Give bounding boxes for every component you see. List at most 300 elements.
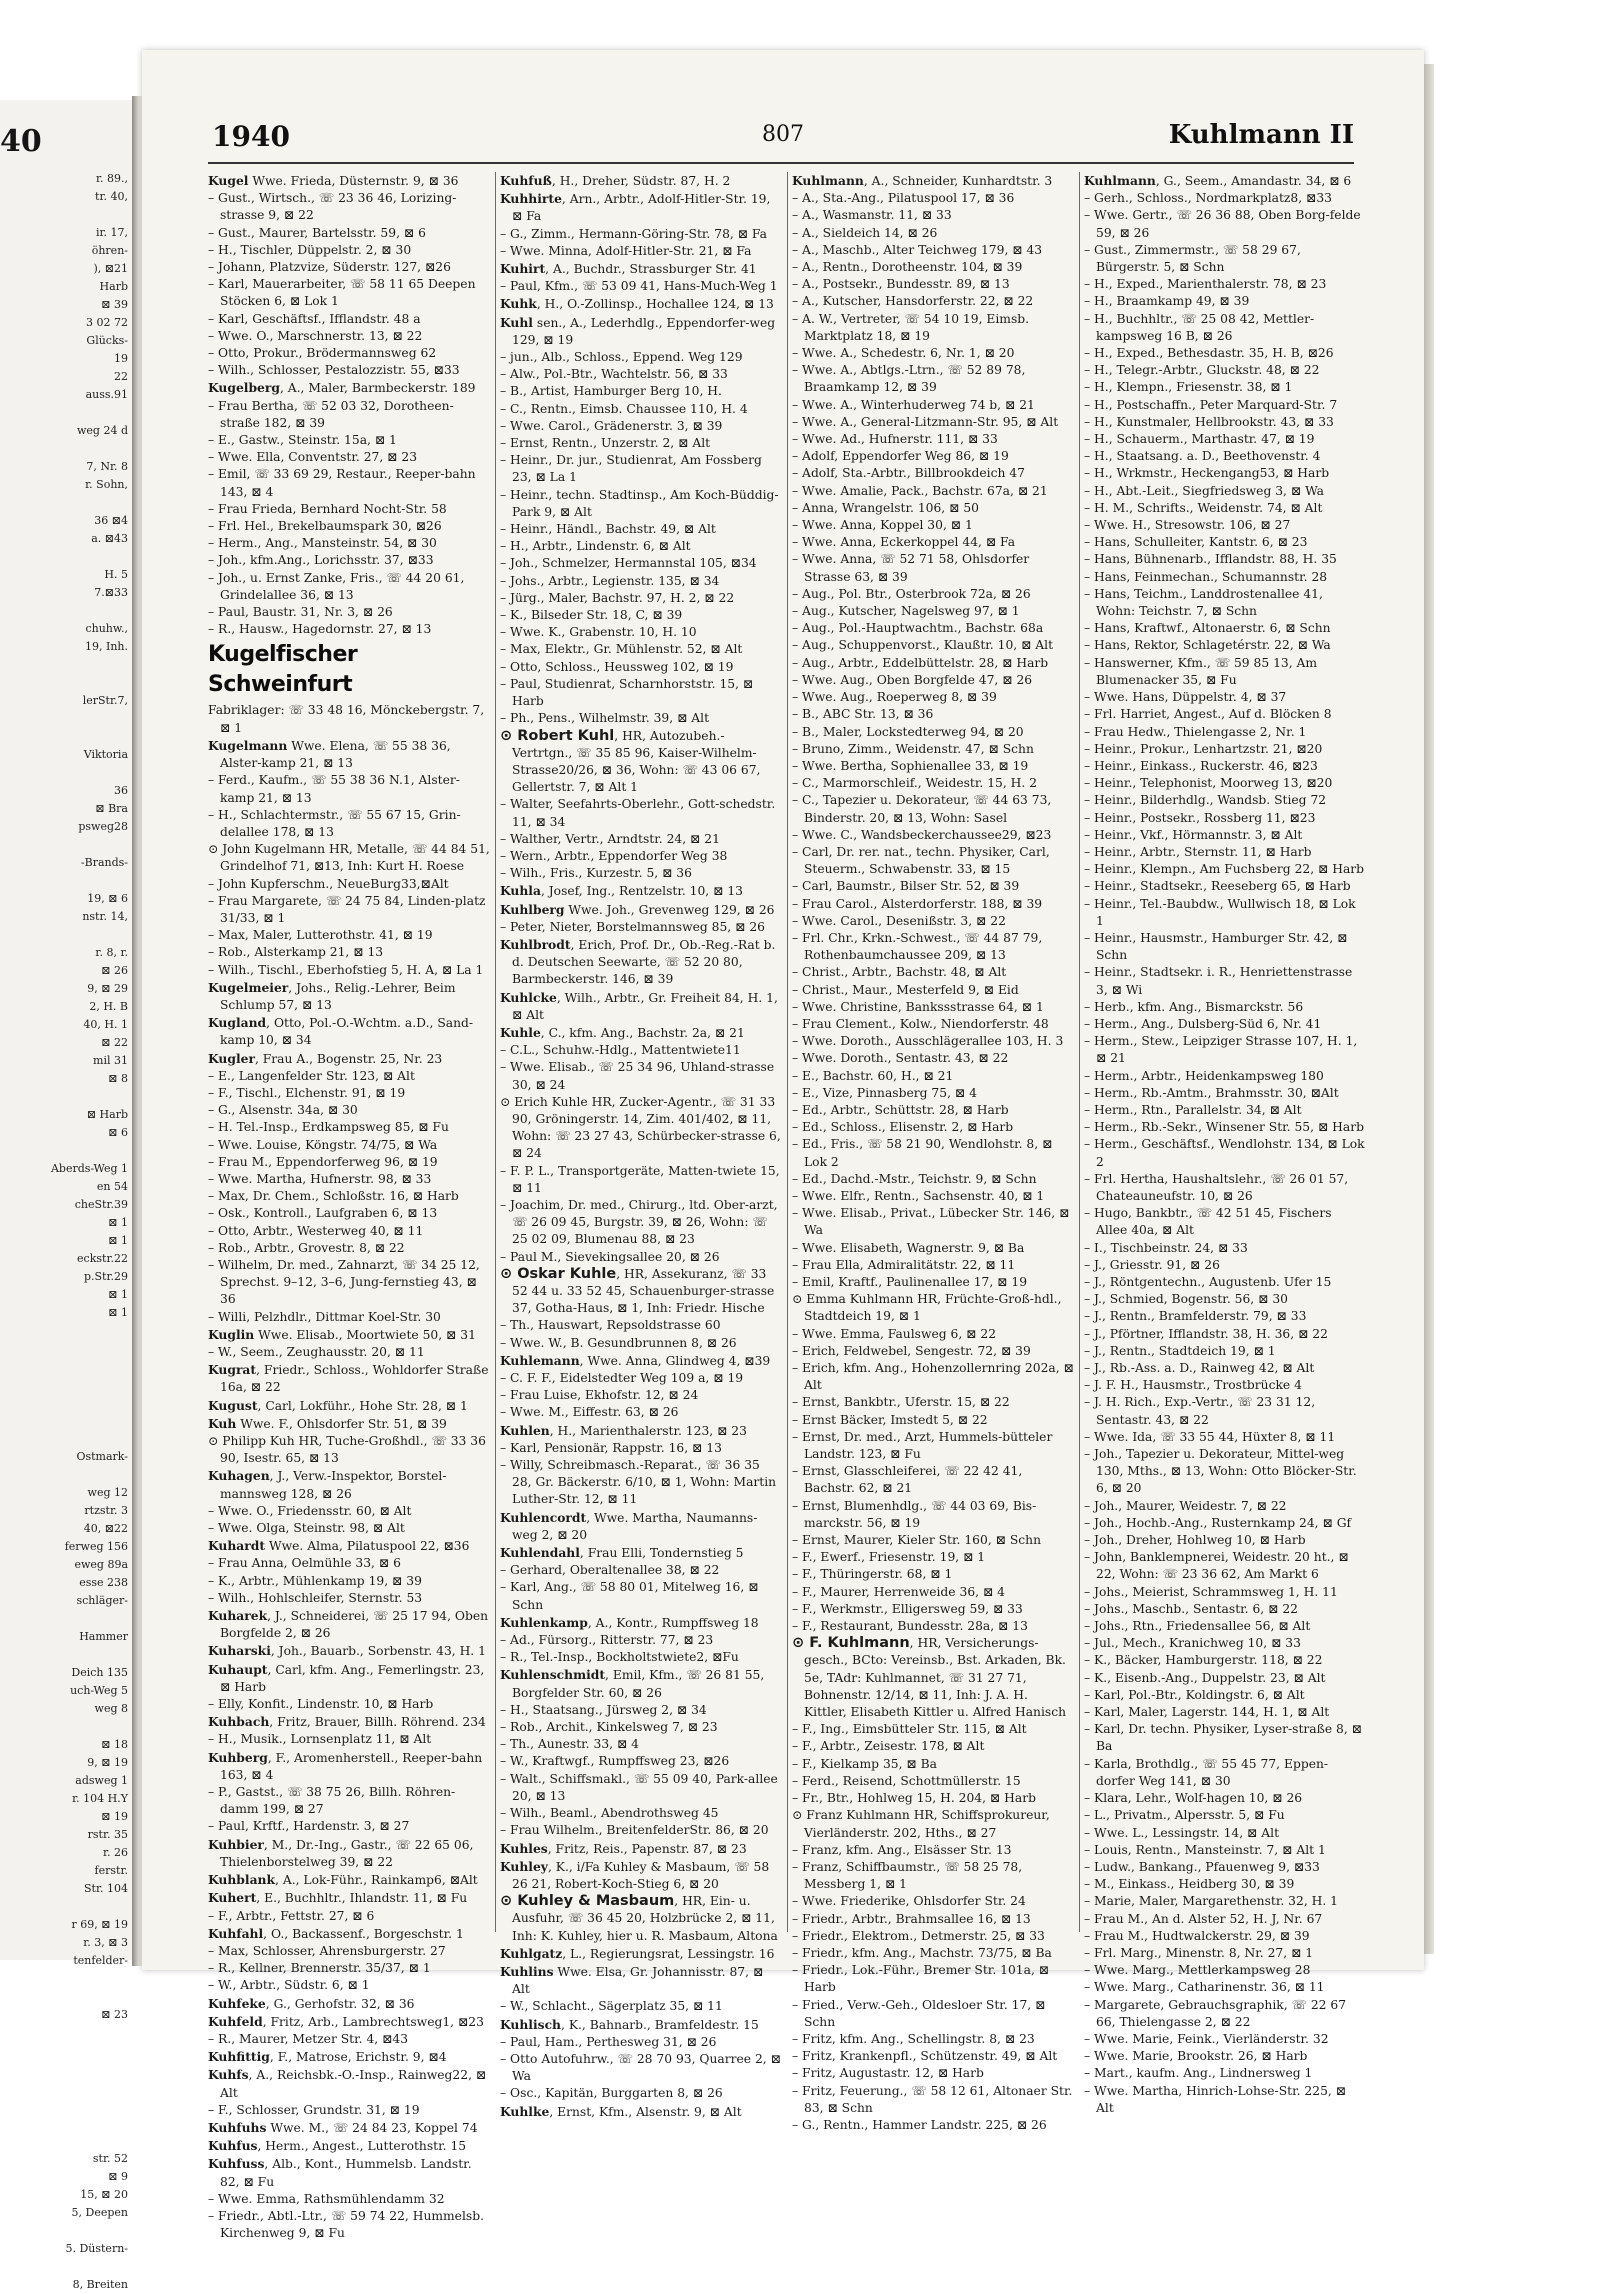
entry-text: – Herm., Geschäftsf., Wendlohstr. 134, ⊠ Lok 2 xyxy=(1084,1137,1365,1169)
entry-text: – Paul, Ham., Perthesweg 31, ⊠ 26 xyxy=(500,2034,717,2049)
directory-entry xyxy=(500,1197,782,1249)
directory-entry xyxy=(792,1566,1074,1583)
entry-surname: Kugelmeier xyxy=(208,979,289,995)
entry-text: Fabriklager: ☏ 33 48 16, Mönckebergstr. 7, ⊠ 1 xyxy=(208,703,485,735)
directory-entry xyxy=(500,1317,782,1334)
directory-entry xyxy=(1084,689,1366,706)
entry-text: – Herm., Rb.-Sekr., Winsener Str. 55, ⊠ Harb xyxy=(1084,1120,1364,1135)
entry-text: – F., Thüringerstr. 68, ⊠ 1 xyxy=(792,1567,953,1582)
directory-entry xyxy=(792,431,1074,448)
previous-page-line: cheStr.39 xyxy=(74,1198,128,1211)
entry-text: – Ludw., Bankang., Pfauenweg 9, ⊠33 xyxy=(1084,1859,1320,1874)
entry-text: , Herm., Angest., Lutterothstr. 15 xyxy=(257,2139,467,2154)
directory-entry xyxy=(208,2048,490,2066)
entry-text: – Karl, Ang., ☏ 58 80 01, Mitelweg 16, ⊠ Schn xyxy=(500,1580,759,1612)
directory-entry xyxy=(208,807,490,841)
entry-text: sen., A., Lederhdlg., Eppendorfer-weg 129, ⊠ 19 xyxy=(512,315,776,347)
previous-page-line xyxy=(0,2222,128,2240)
directory-entry xyxy=(500,573,782,590)
previous-page-line: 5, Deepen xyxy=(71,2206,128,2219)
entry-text: – M., Einkass., Heidberg 30, ⊠ 39 xyxy=(1084,1877,1295,1892)
directory-entry xyxy=(208,1537,490,1555)
entry-text: – Gust., Zimmermstr., ☏ 58 29 67, Bürgerstr. 5, ⊠ Schn xyxy=(1084,242,1301,275)
directory-entry xyxy=(1084,1326,1366,1343)
entry-text: – Wwe. Elisabeth, Wagnerstr. 9, ⊠ Ba xyxy=(792,1240,1025,1255)
entry-text: – Karla, Brothdlg., ☏ 55 45 77, Eppen-dorfer Weg 141, ⊠ 30 xyxy=(1084,1756,1329,1788)
entry-text: , G., Gerhofstr. 32, ⊠ 36 xyxy=(265,1996,415,2011)
entry-surname: Kuhlins xyxy=(500,1963,554,1979)
entry-text: – Wwe. O., Friedensstr. 60, ⊠ Alt xyxy=(208,1503,412,1518)
directory-columns xyxy=(208,172,1365,2241)
directory-entry xyxy=(1084,1308,1366,1325)
previous-page-line xyxy=(0,1898,128,1916)
previous-page-line: ⊠ 9 xyxy=(108,2170,128,2183)
entry-text: – Wwe. Louise, Köngstr. 74/75, ⊠ Wa xyxy=(208,1137,438,1152)
entry-text: – Wwe. Carol., Grädenerstr. 3, ⊠ 39 xyxy=(500,418,723,433)
entry-text: , E., Buchhltr., Ihlandstr. 11, ⊠ Fu xyxy=(256,1891,468,1906)
directory-entry xyxy=(500,710,782,727)
entry-surname: Kuhaupt xyxy=(208,1661,268,1677)
directory-entry xyxy=(500,1632,782,1649)
entry-text: – Heinr., Postsekr., Rossberg 11, ⊠23 xyxy=(1084,810,1316,825)
entry-text: – Gust., Wirtsch., ☏ 23 36 46, Lorizing-strasse 9, ⊠ 22 xyxy=(208,191,457,223)
entry-surname: Kuhl xyxy=(500,314,533,330)
entry-text: , C., kfm. Ang., Bachstr. 2a, ⊠ 21 xyxy=(540,1025,745,1040)
entry-text: – Otto Autofuhrw., ☏ 28 70 93, Quarree 2, ⊠ Wa xyxy=(500,2051,781,2084)
previous-page-line: a. ⊠43 xyxy=(91,532,128,545)
column-2 xyxy=(500,172,782,2119)
entry-text: – Johann, Platzvize, Süderstr. 127, ⊠26 xyxy=(208,260,451,275)
previous-page-line: r. Sohn, xyxy=(85,478,128,491)
entry-text: – J. F. H., Hausmstr., Trostbrücke 4 xyxy=(1084,1378,1302,1393)
directory-entry xyxy=(792,2048,1074,2065)
entry-text: – Johs., Meierist, Schrammsweg 1, H. 11 xyxy=(1084,1584,1338,1599)
entry-text: – Wwe. L., Lessingstr. 14, ⊠ Alt xyxy=(1084,1825,1280,1840)
entry-text: – Ernst, Glasschleiferei, ☏ 22 42 41, Bachstr. 62, ⊠ 21 xyxy=(792,1464,1023,1496)
directory-entry xyxy=(792,1050,1074,1067)
directory-entry xyxy=(792,1842,1074,1859)
directory-entry xyxy=(500,1805,782,1822)
entry-text: – H., Klempn., Friesenstr. 38, ⊠ 1 xyxy=(1084,380,1293,395)
entry-text: – C. F. F., Eidelstedter Weg 109 a, ⊠ 19 xyxy=(500,1371,744,1386)
directory-entry xyxy=(208,1503,490,1520)
directory-entry xyxy=(500,383,782,400)
entry-surname: Kuhfuhs xyxy=(208,2119,267,2135)
previous-page-line xyxy=(0,872,128,890)
directory-entry xyxy=(792,207,1074,224)
directory-entry xyxy=(1084,1756,1366,1790)
directory-entry xyxy=(208,927,490,944)
entry-text: , Fritz, Brauer, Billh. Röhrend. 234 xyxy=(269,1715,486,1730)
directory-entry xyxy=(208,1137,490,1154)
entry-surname: Kuhley xyxy=(500,1858,548,1874)
previous-page-line: Aberds-Weg 1 xyxy=(50,1162,128,1175)
previous-page-line: r 69, ⊠ 19 xyxy=(71,1918,128,1931)
entry-text: , K., i/Fa Kuhley & Masbaum, ☏ 58 26 21, Robert-Koch-Stieg 6, ⊠ 20 xyxy=(512,1859,770,1891)
entry-text: – Wwe. K., Grabenstr. 10, H. 10 xyxy=(500,625,697,640)
directory-entry xyxy=(500,2103,782,2121)
entry-text: – Friedr., Abtl.-Ltr., ☏ 59 74 22, Hummelsb. Kirchenweg 9, ⊠ Fu xyxy=(208,2208,484,2241)
entry-text: – Max, Schlosser, Ahrensburgerstr. 27 xyxy=(208,1943,446,1958)
directory-entry xyxy=(792,276,1074,293)
previous-page-line: lerStr.7, xyxy=(82,694,128,707)
directory-entry xyxy=(792,1807,1074,1841)
entry-surname: Kuhardt xyxy=(208,1538,266,1554)
entry-text: – A., Wasmanstr. 11, ⊠ 33 xyxy=(792,208,952,223)
page-number: 807 xyxy=(762,122,804,147)
entry-text: , Erich, Prof. Dr., Ob.-Reg.-Rat b. d. Deutschen Seewarte, ☏ 52 20 80, Barmbeckerstr. 146, ⊠ 39 xyxy=(512,937,776,987)
entry-surname: Kuhlbrodt xyxy=(500,936,571,952)
entry-text: – F., Tischl., Elchenstr. 91, ⊠ 19 xyxy=(208,1085,406,1100)
previous-page-line: ⊠ 39 xyxy=(101,298,128,311)
entry-text: – L., Privatm., Alpersstr. 5, ⊠ Fu xyxy=(1084,1808,1285,1823)
directory-entry xyxy=(792,1429,1074,1463)
directory-entry xyxy=(500,366,782,383)
directory-entry xyxy=(208,1085,490,1102)
entry-text: – Frl. Marg., Minenstr. 8, Nr. 27, ⊠ 1 xyxy=(1084,1945,1314,1960)
entry-text: – Wilh., Fris., Kurzestr. 5, ⊠ 36 xyxy=(500,866,692,881)
entry-text: – Joh., u. Ernst Zanke, Fris., ☏ 44 20 61, Grindelallee 36, ⊠ 13 xyxy=(208,570,465,602)
previous-page-line: 2, H. B xyxy=(89,1000,128,1013)
directory-entry xyxy=(1084,637,1366,654)
directory-entry xyxy=(792,362,1074,396)
entry-text: – Ferd., Reisend, Schottmüllerstr. 15 xyxy=(792,1773,1021,1788)
entry-surname: Kuhirt xyxy=(500,261,546,277)
entry-text: – Emil, ☏ 33 69 29, Restaur., Reeper-bahn 143, ⊠ 4 xyxy=(208,467,476,499)
entry-text: – E., Gastw., Steinstr. 15a, ⊠ 1 xyxy=(208,433,397,448)
directory-entry xyxy=(792,1738,1074,1755)
entry-text: – John Kupferschm., NeueBurg33,⊠Alt xyxy=(208,876,449,891)
directory-entry xyxy=(500,2085,782,2102)
directory-entry xyxy=(792,1549,1074,1566)
directory-entry xyxy=(208,1555,490,1572)
previous-page-strip xyxy=(0,100,134,2291)
previous-page-line xyxy=(0,440,128,458)
entry-text: , J., Schneiderei, ☏ 25 17 94, Oben Borgfelde 2, ⊠ 26 xyxy=(220,1609,489,1641)
directory-entry xyxy=(500,1042,782,1059)
previous-page-line: r. 3, ⊠ 3 xyxy=(83,1936,128,1949)
directory-entry xyxy=(792,1102,1074,1119)
directory-entry xyxy=(1084,1068,1366,1085)
previous-page-line xyxy=(0,926,128,944)
previous-page-line xyxy=(0,1376,128,1394)
entry-text: – John, Banklempnerei, Weidestr. 20 ht., ⊠ 22, Wohn: ☏ 23 36 62, Am Markt 6 xyxy=(1084,1550,1349,1582)
entry-text: – H., Schlachtermstr., ☏ 55 67 15, Grin-delallee 178, ⊠ 13 xyxy=(208,807,461,839)
entry-text: – H., Postschaffn., Peter Marquard-Str. 7 xyxy=(1084,397,1338,412)
directory-entry xyxy=(792,1773,1074,1790)
directory-entry xyxy=(1084,2065,1366,2082)
entry-text: – A., Maschb., Alter Teichweg 179, ⊠ 43 xyxy=(792,242,1043,257)
entry-text: – Hans, Bühnenarb., Ifflandstr. 88, H. 35 xyxy=(1084,552,1337,567)
directory-entry xyxy=(792,1532,1074,1549)
directory-entry xyxy=(1084,1033,1366,1067)
entry-text: – A., Kutscher, Hansdorferstr. 22, ⊠ 22 xyxy=(792,294,1034,309)
previous-page-line: 15, ⊠ 20 xyxy=(80,2188,128,2201)
entry-text: – E., Vize, Pinnasberg 75, ⊠ 4 xyxy=(792,1085,977,1100)
directory-entry xyxy=(500,435,782,452)
entry-text: – Heinr., Klempn., Am Fuchsberg 22, ⊠ Harb xyxy=(1084,862,1365,877)
entry-surname: Kuhblank xyxy=(208,1872,275,1888)
previous-page-line xyxy=(0,1970,128,1988)
previous-page-line: ⊠ 8 xyxy=(108,1072,128,1085)
directory-entry xyxy=(792,172,1074,190)
entry-text: , Carl, kfm. Ang., Femerlingstr. 23, ⊠ Harb xyxy=(220,1662,485,1694)
directory-entry xyxy=(500,295,782,313)
directory-entry xyxy=(500,676,782,710)
directory-entry xyxy=(500,728,782,797)
entry-text: – Ferd., Kaufm., ☏ 55 38 36 N.1, Alster-kamp 21, ⊠ 13 xyxy=(208,773,460,805)
directory-entry xyxy=(792,844,1074,878)
entry-text: – Wwe. Elisab., Privat., Lübecker Str. 146, ⊠ Wa xyxy=(792,1206,1070,1238)
directory-entry xyxy=(208,979,490,1014)
directory-entry xyxy=(500,1945,782,1963)
directory-entry xyxy=(792,1016,1074,1033)
directory-entry xyxy=(1084,792,1366,809)
entry-text: – Wwe. Bertha, Sophienallee 33, ⊠ 19 xyxy=(792,758,1029,773)
entry-text: , Ernst, Kfm., Alsenstr. 9, ⊠ Alt xyxy=(549,2104,742,2119)
directory-entry xyxy=(208,1995,490,2013)
directory-entry xyxy=(792,414,1074,431)
entry-text: – J., Rentn., Stadtdeich 19, ⊠ 1 xyxy=(1084,1343,1276,1358)
entry-text: ⊙ Franz Kuhlmann HR, Schiffsprokureur, Vierländerstr. 202, Hths., ⊠ 27 xyxy=(792,1808,1050,1840)
entry-text: – Wwe. Marie, Brookstr. 26, ⊠ Harb xyxy=(1084,2049,1308,2064)
entry-text: – Gerh., Schloss., Nordmarkplatz8, ⊠33 xyxy=(1084,191,1332,206)
previous-page-line: Str. 104 xyxy=(84,1882,128,1895)
directory-entry xyxy=(792,242,1074,259)
header-rule xyxy=(208,162,1354,164)
previous-page-line: tr. 40, xyxy=(95,190,128,203)
directory-entry xyxy=(500,1249,782,1266)
directory-entry xyxy=(208,1257,490,1309)
directory-entry xyxy=(500,1335,782,1352)
entry-text: – Hanswerner, Kfm., ☏ 59 85 13, Am Blumenacker 35, ⊠ Fu xyxy=(1084,655,1318,687)
directory-entry xyxy=(792,190,1074,207)
directory-entry xyxy=(1084,999,1366,1016)
entry-text: , Carl, Lokführ., Hohe Str. 28, ⊠ 1 xyxy=(257,1398,468,1413)
directory-entry xyxy=(500,1736,782,1753)
directory-entry xyxy=(1084,1928,1366,1945)
directory-entry xyxy=(208,2137,490,2155)
directory-entry xyxy=(1084,1498,1366,1515)
entry-text: – C., Rentn., Eimsb. Chaussee 110, H. 4 xyxy=(500,401,748,416)
directory-entry xyxy=(208,1188,490,1205)
entry-surname: Kuhfuss xyxy=(208,2156,265,2172)
entry-text: – J., Pförtner, Ifflandstr. 38, H. 36, ⊠ 22 xyxy=(1084,1326,1328,1341)
previous-page-line xyxy=(0,548,128,566)
previous-page-line xyxy=(0,710,128,728)
directory-entry xyxy=(500,1544,782,1562)
entry-text: – Wwe. Friederike, Ohlsdorfer Str. 24 xyxy=(792,1894,1026,1909)
previous-page-line: Ostmark- xyxy=(76,1450,128,1463)
directory-entry xyxy=(1084,276,1366,293)
directory-entry xyxy=(500,487,782,521)
directory-entry xyxy=(1084,1859,1366,1876)
entry-text: – F., Kielkamp 35, ⊠ Ba xyxy=(792,1756,937,1771)
directory-entry xyxy=(208,1784,490,1818)
directory-entry xyxy=(1084,1670,1366,1687)
previous-page-line xyxy=(0,1142,128,1160)
directory-entry xyxy=(208,1433,490,1467)
directory-entry xyxy=(792,397,1074,414)
entry-text: – Friedr., Lok.-Führ., Bremer Str. 101a, ⊠ Harb xyxy=(792,1963,1050,1995)
entry-text: – H., Musik., Lornsenplatz 11, ⊠ Alt xyxy=(208,1732,432,1747)
directory-entry xyxy=(1084,1377,1366,1394)
entry-text: , Fritz, Reis., Papenstr. 87, ⊠ 23 xyxy=(547,1841,747,1856)
entry-text: – Fried., Verw.-Geh., Oldesloer Str. 17, ⊠ Schn xyxy=(792,1997,1046,2029)
directory-entry xyxy=(1084,362,1366,379)
entry-surname: Kuhlcke xyxy=(500,989,557,1005)
previous-page-line xyxy=(0,494,128,512)
directory-entry xyxy=(500,848,782,865)
previous-page-line: 40, H. 1 xyxy=(83,1018,128,1031)
directory-entry xyxy=(208,2119,490,2137)
directory-entry xyxy=(1084,1635,1366,1652)
previous-page-line: ⊠ 1 xyxy=(108,1234,128,1247)
previous-page-line: mil 31 xyxy=(93,1054,128,1067)
entry-text: – Fritz, Feuerung., ☏ 58 12 61, Altonaer Str. 83, ⊠ Schn xyxy=(792,2083,1073,2115)
entry-text: – Joh., Tapezier u. Dekorateur, Mittel-weg 130, Mths., ⊠ 13, Wohn: Otto Blöcker-Str. 6, ⊠ 20 xyxy=(1084,1447,1357,1496)
entry-text: , J., Verw.-Inspektor, Borstel-mannsweg 128, ⊠ 26 xyxy=(220,1469,447,1501)
entry-surname: Kuhlke xyxy=(500,2103,550,2119)
entry-surname: Kuhlberg xyxy=(500,901,565,917)
directory-entry xyxy=(792,1463,1074,1497)
directory-entry xyxy=(500,226,782,243)
previous-page-line xyxy=(0,602,128,620)
previous-page-line xyxy=(0,1646,128,1664)
previous-page-line: 22 xyxy=(114,370,128,383)
directory-entry xyxy=(500,1998,782,2015)
entry-text: – K., Bäcker, Hamburgerstr. 118, ⊠ 22 xyxy=(1084,1653,1323,1668)
entry-firm-name: ⊙ Kuhley & Masbaum xyxy=(500,1893,675,1910)
entry-text: – Gerhard, Oberaltenallee 38, ⊠ 22 xyxy=(500,1563,720,1578)
directory-entry xyxy=(1084,1360,1366,1377)
entry-text: – Frau Bertha, ☏ 52 03 32, Dorotheen-straße 182, ⊠ 39 xyxy=(208,398,454,430)
entry-text: – Herm., Arbtr., Heidenkampsweg 180 xyxy=(1084,1068,1324,1083)
directory-entry xyxy=(208,2191,490,2208)
directory-entry xyxy=(500,882,782,900)
directory-entry xyxy=(500,1771,782,1805)
entry-text: – Ernst, Maurer, Kieler Str. 160, ⊠ Schn xyxy=(792,1533,1041,1548)
directory-entry xyxy=(208,432,490,449)
previous-page-line: eckstr.22 xyxy=(77,1252,128,1265)
entry-text: – R., Tel.-Insp., Bockholtstwiete2, ⊠Fu xyxy=(500,1650,739,1665)
entry-surname: Kuhagen xyxy=(208,1468,270,1484)
directory-entry xyxy=(792,1291,1074,1325)
directory-entry xyxy=(1084,414,1366,431)
entry-text: – jun., Alb., Schloss., Eppend. Weg 129 xyxy=(500,350,743,365)
entry-surname: Kugelmann xyxy=(208,737,288,753)
directory-entry xyxy=(208,876,490,893)
entry-text: – Karl, Mauerarbeiter, ☏ 58 11 65 Deepen Stöcken 6, ⊠ Lok 1 xyxy=(208,277,476,309)
entry-text: – Wilh., Tischl., Eberhofstieg 5, H. A, ⊠ La 1 xyxy=(208,962,484,977)
directory-entry xyxy=(208,1415,490,1433)
column-divider xyxy=(787,172,788,1932)
directory-entry xyxy=(792,982,1074,999)
entry-text: – Wwe. Anna, ☏ 52 71 58, Ohlsdorfer Strasse 63, ⊠ 39 xyxy=(792,552,1030,584)
entry-text: – Joh., Dreher, Hohlweg 10, ⊠ Harb xyxy=(1084,1533,1306,1548)
entry-text: – Th., Hauswart, Repsoldstrasse 60 xyxy=(500,1318,721,1333)
previous-page-header: 40 xyxy=(0,124,42,159)
previous-page-line: ferstr. xyxy=(94,1864,128,1877)
entry-text: , Otto, Pol.-O.-Wchtm. a.D., Sand-kamp 10, ⊠ 34 xyxy=(220,1016,474,1048)
directory-entry xyxy=(1084,345,1366,362)
previous-page-line: 9, ⊠ 19 xyxy=(87,1756,128,1769)
directory-entry xyxy=(1084,172,1366,190)
entry-surname: Kuhhirte xyxy=(500,191,562,207)
directory-entry xyxy=(500,2016,782,2034)
directory-entry xyxy=(792,758,1074,775)
directory-entry xyxy=(792,1119,1074,1136)
entry-text: – F., Restaurant, Bundesstr. 28a, ⊠ 13 xyxy=(792,1619,1028,1634)
directory-entry xyxy=(1084,655,1366,689)
entry-text: – H., Braamkamp 49, ⊠ 39 xyxy=(1084,294,1250,309)
directory-entry xyxy=(500,624,782,641)
directory-entry xyxy=(1084,242,1366,276)
previous-page-line: Viktoria xyxy=(83,748,128,761)
entry-text: – Wwe. Marg., Catharinenstr. 36, ⊠ 11 xyxy=(1084,1980,1325,1995)
directory-entry xyxy=(208,466,490,500)
entry-text: – H., Staatsang., Jürsweg 2, ⊠ 34 xyxy=(500,1702,707,1717)
directory-entry xyxy=(208,1943,490,1960)
previous-page-line: r. 8, r. xyxy=(95,946,128,959)
directory-entry xyxy=(208,1309,490,1326)
column-divider xyxy=(495,172,496,1932)
entry-text: – Heinr., Telephonist, Moorweg 13, ⊠20 xyxy=(1084,776,1333,791)
entry-text: – H., Telegr.-Arbtr., Gluckstr. 48, ⊠ 22 xyxy=(1084,363,1320,378)
entry-text: – Wwe. O., Marschnerstr. 13, ⊠ 22 xyxy=(208,328,423,343)
directory-entry xyxy=(792,500,1074,517)
directory-entry xyxy=(792,1859,1074,1893)
entry-text: – E., Langenfelder Str. 123, ⊠ Alt xyxy=(208,1068,415,1083)
entry-text: – Louis, Rentn., Mansteinstr. 7, ⊠ Alt 1 xyxy=(1084,1842,1326,1857)
firm-heading: Kugelfischer Schweinfurt xyxy=(208,642,358,698)
directory-entry xyxy=(500,989,782,1024)
directory-entry xyxy=(500,796,782,830)
directory-entry xyxy=(500,401,782,418)
entry-text: – Wwe. Minna, Adolf-Hitler-Str. 21, ⊠ Fa xyxy=(500,243,752,258)
entry-text: ⊙ John Kugelmann HR, Metalle, ☏ 44 84 51, Grindelhof 71, ⊠13, Inh: Kurt H. Roese xyxy=(208,842,490,874)
entry-text: – Frau Hedw., Thielengasse 2, Nr. 1 xyxy=(1084,724,1307,739)
entry-surname: Kuhlendahl xyxy=(500,1545,580,1561)
directory-entry xyxy=(500,172,782,190)
directory-entry xyxy=(208,944,490,961)
entry-text: – Herm., Rtn., Parallelstr. 34, ⊠ Alt xyxy=(1084,1102,1302,1117)
directory-entry xyxy=(792,896,1074,913)
directory-entry xyxy=(1084,827,1366,844)
entry-text: – W., Kraftwgf., Rumpffsweg 23, ⊠26 xyxy=(500,1754,730,1769)
entry-text: , A., Maler, Barmbeckerstr. 189 xyxy=(279,381,476,396)
directory-entry xyxy=(792,637,1074,654)
directory-entry xyxy=(500,901,782,919)
entry-text: – Christ., Arbtr., Bachstr. 48, ⊠ Alt xyxy=(792,965,1007,980)
entry-text: – H., Arbtr., Lindenstr. 6, ⊠ Alt xyxy=(500,539,691,554)
directory-entry xyxy=(1084,1085,1366,1102)
entry-text: – Ed., Dachd.-Mstr., Teichstr. 9, ⊠ Schn xyxy=(792,1171,1037,1186)
entry-text: – Karl, Pensionär, Rappstr. 16, ⊠ 13 xyxy=(500,1440,722,1455)
entry-text: – C.L., Schuhw.-Hdlg., Mattentwiete11 xyxy=(500,1043,741,1058)
entry-text: , Wwe. Martha, Naumanns-weg 2, ⊠ 20 xyxy=(512,1510,758,1542)
directory-entry xyxy=(1084,311,1366,345)
entry-text: – B., Maler, Lockstedterweg 94, ⊠ 20 xyxy=(792,724,1024,739)
entry-text: – Heinr., Händl., Bachstr. 49, ⊠ Alt xyxy=(500,522,716,537)
previous-page-line: r. 89., xyxy=(95,172,128,185)
entry-text: , Emil, Kfm., ☏ 26 81 55, Borgfelder Str. 60, ⊠ 26 xyxy=(512,1668,765,1700)
previous-page-line xyxy=(0,1430,128,1448)
directory-entry xyxy=(1084,1962,1366,1979)
directory-entry xyxy=(792,775,1074,792)
directory-entry xyxy=(1084,1790,1366,1807)
entry-text: – Wwe. Elisab., ☏ 25 34 96, Uhland-strasse 30, ⊠ 24 xyxy=(500,1060,775,1092)
